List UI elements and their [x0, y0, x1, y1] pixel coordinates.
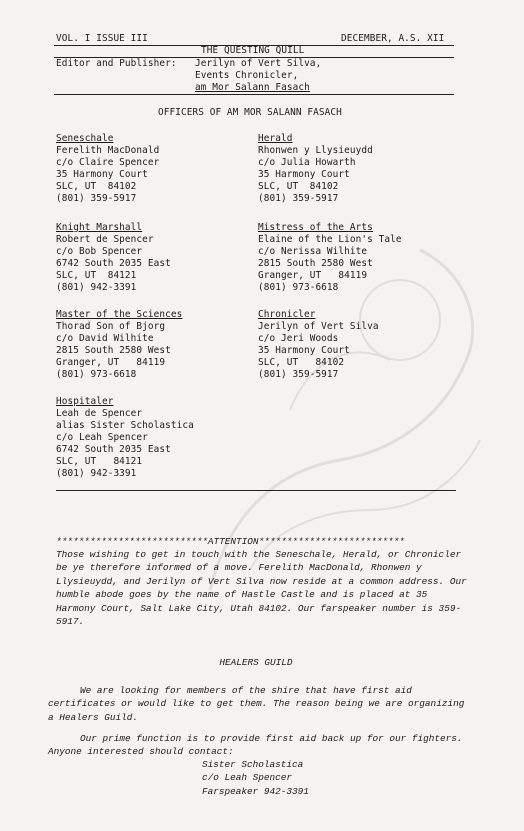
officer-line: 2815 South 2580 West — [258, 258, 373, 269]
officer-line: (801) 942-3391 — [56, 282, 137, 293]
officer-title: Herald — [258, 133, 293, 144]
officer-line: (801) 359-5917 — [258, 369, 339, 380]
officer-line: (801) 942-3391 — [56, 468, 137, 479]
officer-title: Chronicler — [258, 309, 316, 320]
officer-line: alias Sister Scholastica — [56, 420, 194, 431]
issue-date: DECEMBER, A.S. XII — [341, 33, 445, 44]
officer-seneschale — [56, 133, 159, 205]
officer-line: c/o Nerissa Wilhite — [258, 246, 368, 257]
officer-line: Leah de Spencer — [56, 408, 143, 419]
officer-line: c/o Julia Howarth — [258, 157, 356, 168]
newsletter-title: THE QUESTING QUILL — [201, 45, 305, 56]
officer-line: Jerilyn of Vert Silva — [258, 321, 379, 332]
officer-line: Elaine of the Lion's Tale — [258, 234, 402, 245]
editor-line: Jerilyn of Vert Silva, — [195, 58, 322, 69]
officer-line: SLC, UT 84102 — [258, 181, 339, 192]
officer-line: (801) 973-6618 — [56, 369, 137, 380]
officer-line: SLC, UT 84121 — [56, 270, 137, 281]
officer-line: 35 Harmony Court — [258, 169, 350, 180]
masthead-rule-bottom — [54, 94, 454, 95]
officer-herald — [258, 133, 373, 205]
officer-line: (801) 973-6618 — [258, 282, 339, 293]
editor-line: Events Chronicler, — [195, 70, 299, 81]
officer-line: 35 Harmony Court — [258, 345, 350, 356]
contact-line: Sister Scholastica — [202, 759, 304, 770]
contact-line: c/o Leah Spencer — [202, 772, 293, 784]
officer-line: SLC, UT 84121 — [56, 456, 143, 467]
officer-chronicler — [258, 309, 379, 381]
officer-hospitaler — [56, 396, 194, 480]
officer-line: 2815 South 2580 West — [56, 345, 171, 356]
officers-heading: OFFICERS OF AM MOR SALANN FASACH — [158, 107, 342, 118]
officer-line: Granger, UT 84119 — [258, 270, 368, 281]
officer-mistress-of-arts — [258, 222, 402, 294]
officer-line: 6742 South 2035 East — [56, 258, 171, 269]
officer-line: c/o Jeri Woods — [258, 333, 339, 344]
officer-line: SLC, UT 84102 — [258, 357, 345, 368]
officer-line: Granger, UT 84119 — [56, 357, 166, 368]
editor-info — [195, 58, 321, 94]
officer-title: Knight Marshall — [56, 222, 143, 233]
attention-body: Those wishing to get in touch with the Seneschale, Herald, or Chronicler be ye therefore informed of a move. Ferelith MacDonald, Rhonwen y Llysieuydd, and Jerilyn of Vert Silva now reside at a common address. Our humble abode goes by the name of Hastle Castle and is placed at 35 Harmony Court, Salt Lake City, Utah 84102. Our farspeaker number is 359-5917. — [56, 549, 467, 628]
officer-line: Robert de Spencer — [56, 234, 154, 245]
officer-line: c/o Bob Spencer — [56, 246, 143, 257]
healers-paragraph-2: Our prime function is to provide first aid back up for our fighters. Anyone interested should contact: — [48, 733, 463, 758]
volume-issue: VOL. I ISSUE III — [56, 33, 148, 44]
section-divider — [56, 490, 456, 491]
officer-line: c/o Leah Spencer — [56, 432, 148, 443]
officer-line: (801) 359-5917 — [56, 193, 137, 204]
officer-knight-marshall — [56, 222, 171, 294]
officer-master-of-sciences — [56, 309, 182, 381]
officer-title: Hospitaler — [56, 396, 114, 407]
healers-paragraph-1: We are looking for members of the shire that have first aid certificates or would like to get them. The reason being we are organizing a Healers Guild. — [48, 685, 465, 723]
officer-line: 6742 South 2035 East — [56, 444, 171, 455]
officer-line: SLC, UT 84102 — [56, 181, 137, 192]
officer-title: Mistress of the Arts — [258, 222, 373, 233]
contact-line: Farspeaker 942-3391 — [202, 785, 309, 797]
editor-line: am Mor Salann Fasach — [195, 82, 310, 93]
officer-line: c/o Claire Spencer — [56, 157, 160, 168]
officer-title: Master of the Sciences — [56, 309, 183, 320]
attention-banner: ***************************ATTENTION************************** — [56, 536, 405, 547]
officer-line: (801) 359-5917 — [258, 193, 339, 204]
editor-label: Editor and Publisher: — [56, 58, 177, 69]
officer-title: Seneschale — [56, 133, 114, 144]
officer-line: Ferelith MacDonald — [56, 145, 160, 156]
healers-guild-heading: HEALERS GUILD — [219, 657, 293, 668]
officer-line: 35 Harmony Court — [56, 169, 148, 180]
officer-line: Rhonwen y Llysieuydd — [258, 145, 373, 156]
officer-line: c/o David Wilhite — [56, 333, 154, 344]
officer-line: Thorad Son of Bjorg — [56, 321, 166, 332]
healers-contact — [202, 758, 309, 798]
